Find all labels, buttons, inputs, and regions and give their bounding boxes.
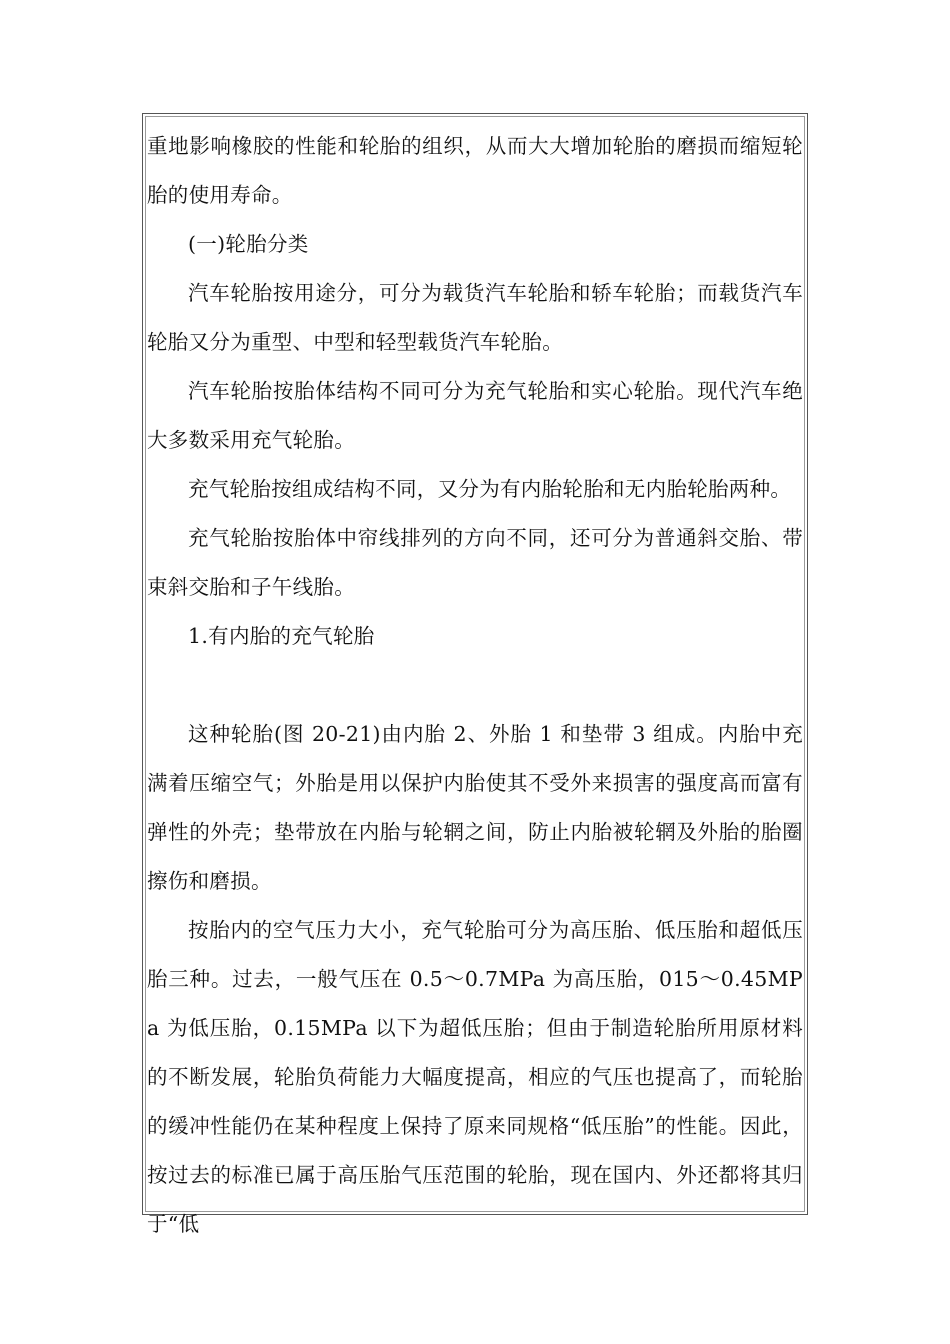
paragraph-by-structure: 汽车轮胎按胎体结构不同可分为充气轮胎和实心轮胎。现代汽车绝大多数采用充气轮胎。 bbox=[147, 379, 803, 452]
subheading-tube-tire: 1.有内胎的充气轮胎 bbox=[188, 624, 375, 648]
paragraph-cord-direction: 充气轮胎按胎体中帘线排列的方向不同，还可分为普通斜交胎、带束斜交胎和子午线胎。 bbox=[147, 526, 803, 599]
paragraph-tube-tire-composition: 这种轮胎(图 20-21)由内胎 2、外胎 1 和垫带 3 组成。内胎中充满着压缩空气；外胎是用以保护内胎使其不受外来损害的强度高而富有弹性的外壳；垫带放在内胎与轮辋之间，防止内胎被轮辋及外胎的胎圈擦伤和磨损。 bbox=[147, 722, 803, 893]
section-heading-tire-classification: (一)轮胎分类 bbox=[188, 232, 309, 256]
document-body bbox=[147, 118, 803, 1236]
paragraph-by-use: 汽车轮胎按用途分，可分为载货汽车轮胎和轿车轮胎；而载货汽车轮胎又分为重型、中型和轻型载货汽车轮胎。 bbox=[147, 281, 803, 354]
paragraph-pressure-classes: 按胎内的空气压力大小，充气轮胎可分为高压胎、低压胎和超低压胎三种。过去，一般气压在 0.5～0.7MPa 为高压胎，015～0.45MPa 为低压胎，0.15MPa 以下为超低压胎；但由于制造轮胎所用原材料的不断发展，轮胎负荷能力大幅度提高，相应的气压也提高了，而轮胎的缓冲性能仍在某种程度上保持了原来同规格“低压胎”的性能。因此，按过去的标准已属于高压胎气压范围的轮胎，现在国内、外还都将其归于“低 bbox=[147, 918, 803, 1236]
document-frame bbox=[142, 113, 808, 1236]
blank-line bbox=[147, 661, 803, 710]
paragraph-continuation: 重地影响橡胶的性能和轮胎的组织，从而大大增加轮胎的磨损而缩短轮胎的使用寿命。 bbox=[147, 134, 803, 207]
paragraph-inner-tube: 充气轮胎按组成结构不同，又分为有内胎轮胎和无内胎轮胎两种。 bbox=[188, 477, 792, 501]
